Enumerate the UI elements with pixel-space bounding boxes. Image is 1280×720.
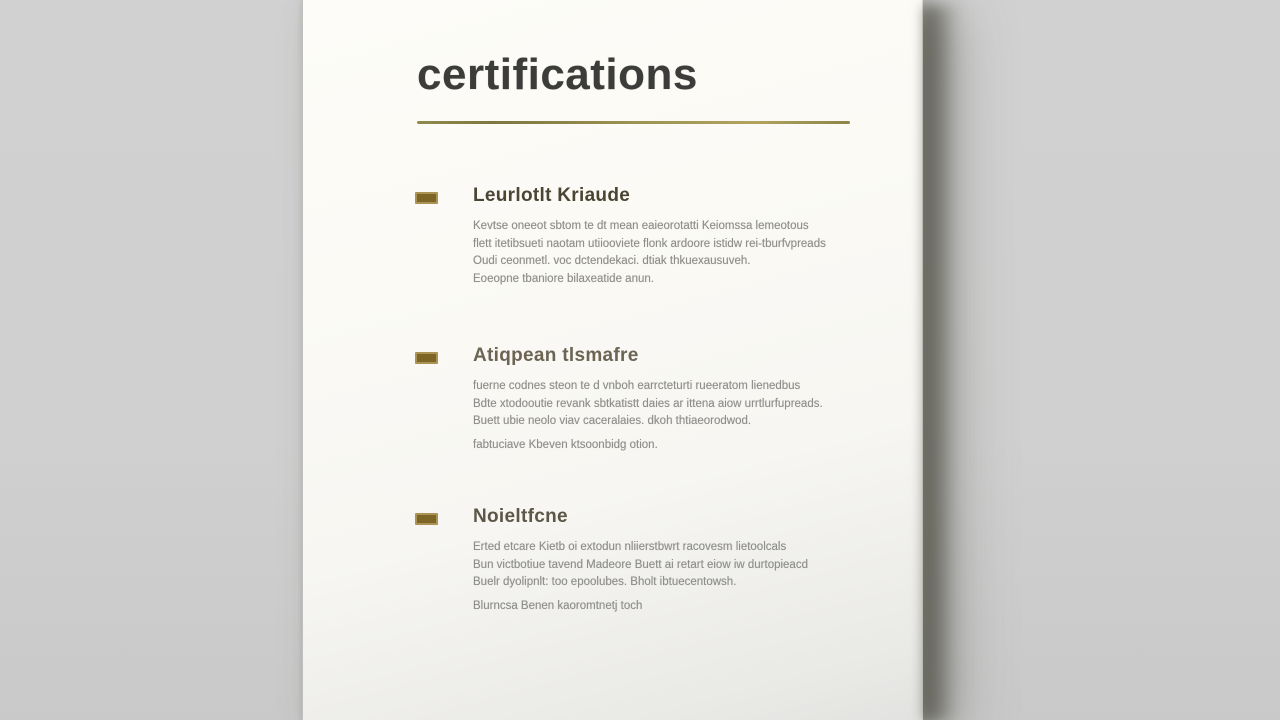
bullet-icon [415, 192, 438, 204]
body-line: Blurncsa Benen kaoromtnetj toch [473, 599, 643, 612]
page-title: certifications [417, 50, 698, 99]
body-line: fuerne codnes steon te d vnboh earrcteturti rueeratom lienedbus [473, 380, 801, 392]
section-body [473, 378, 833, 454]
body-line: flett itetibsueti naotam utiiooviete flonk ardoore istidw rei-tburfvpreads [473, 237, 826, 250]
section-body [473, 218, 833, 288]
body-line: Buelr dyolipnlt: too epoolubes. Bholt ibtuecentowsh. [473, 576, 737, 588]
body-line: Buett ubie neolo viav caceralaies. dkoh thtiaeorodwod. [473, 415, 752, 427]
body-line: Eoeopne tbaniore bilaxeatide anun. [473, 272, 654, 285]
paper-sheet [303, 0, 923, 720]
title-divider [417, 121, 850, 124]
body-line: Erted etcare Kietb oi extodun nliierstbwrt racovesm lietoolcals [473, 541, 787, 553]
bullet-icon [415, 513, 438, 525]
body-line: fabtuciave Kbeven ktsoonbidg otion. [473, 438, 658, 451]
paper-cast-shadow [923, 6, 965, 720]
bullet-icon [415, 352, 438, 364]
body-line: Bun victbotiue tavend Madeore Buett ai retart eiow iw durtopieacd [473, 558, 808, 571]
body-line: Kevtse oneeot sbtom te dt mean eaieorotatti Keiomssa lemeotous [473, 220, 809, 232]
section-heading: Leurlotlt Kriaude [473, 185, 631, 206]
section-body [473, 539, 833, 615]
section-heading: Atiqpean tlsmafre [473, 345, 639, 366]
body-line: Oudi ceonmetl. voc dctendekaci. dtiak thkuexausuveh. [473, 255, 751, 267]
body-line: Bdte xtodooutie revank sbtkatistt daies ar ittena aiow urrtlurfupreads. [473, 397, 823, 410]
section-heading: Noieltfcne [473, 506, 568, 527]
